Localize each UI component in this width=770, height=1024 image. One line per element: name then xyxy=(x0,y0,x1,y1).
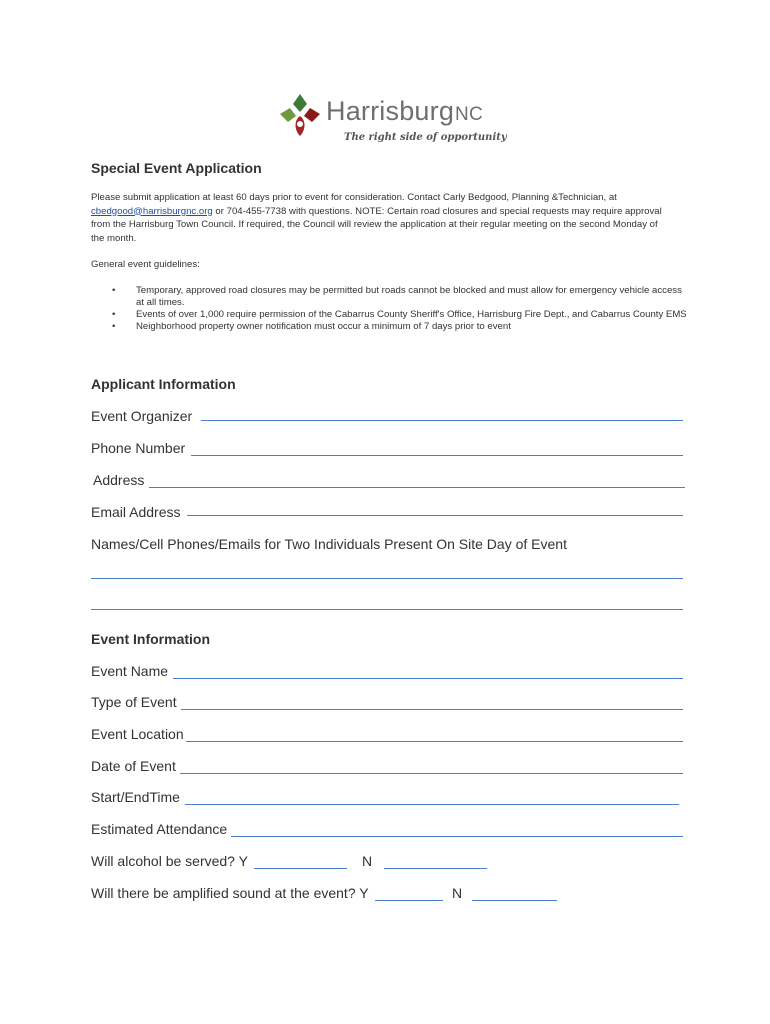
email-address-label: Email Address xyxy=(91,504,181,520)
event-location-label: Event Location xyxy=(91,726,184,742)
event-organizer-line[interactable] xyxy=(201,420,683,421)
address-line[interactable] xyxy=(149,487,685,488)
harrisburg-logo xyxy=(276,92,506,152)
start-end-time-label: Start/EndTime xyxy=(91,789,180,805)
amplified-sound-no-label: N xyxy=(452,885,463,901)
event-name-line[interactable] xyxy=(173,678,683,679)
event-organizer-label: Event Organizer xyxy=(91,408,193,424)
start-end-time-field[interactable] xyxy=(91,789,679,809)
list-item xyxy=(112,309,692,321)
onsite-contacts-line-2[interactable] xyxy=(91,609,683,610)
bullet-icon: • xyxy=(112,285,116,296)
brand-name-text: Harrisburg xyxy=(326,96,455,126)
email-address-line[interactable] xyxy=(187,515,683,516)
onsite-contacts-line-1[interactable] xyxy=(91,578,683,579)
alcohol-label: Will alcohol be served? Y xyxy=(91,853,248,869)
email-address-field[interactable] xyxy=(91,504,683,524)
event-date-field[interactable] xyxy=(91,758,683,778)
event-organizer-field[interactable] xyxy=(91,408,683,428)
brand-name xyxy=(326,96,483,127)
event-date-line[interactable] xyxy=(180,773,683,774)
guideline-text: Events of over 1,000 require permission of the Cabarrus County Sheriff's Office, Harrisburg Fire Dept., and Cabarrus County EMS xyxy=(136,309,687,320)
estimated-attendance-label: Estimated Attendance xyxy=(91,821,228,837)
bullet-icon: • xyxy=(112,321,116,332)
alcohol-no-line[interactable] xyxy=(384,868,487,869)
event-name-label: Event Name xyxy=(91,663,169,679)
amplified-sound-label: Will there be amplified sound at the event? Y xyxy=(91,885,369,901)
phone-number-label: Phone Number xyxy=(91,440,186,456)
event-type-line[interactable] xyxy=(181,709,683,710)
brand-suffix: NC xyxy=(455,104,483,125)
onsite-contacts-label: Names/Cell Phones/Emails for Two Individuals Present On Site Day of Event xyxy=(91,536,567,552)
alcohol-yes-line[interactable] xyxy=(254,868,347,869)
alcohol-field xyxy=(91,853,491,873)
onsite-contacts-field xyxy=(91,536,683,556)
estimated-attendance-field[interactable] xyxy=(91,821,683,841)
bullet-icon: • xyxy=(112,309,116,320)
event-name-field[interactable] xyxy=(91,663,683,683)
estimated-attendance-line[interactable] xyxy=(231,836,683,837)
alcohol-no-label: N xyxy=(362,853,373,869)
brand-tagline: The right side of opportunity xyxy=(344,132,507,143)
phone-number-field[interactable] xyxy=(91,440,683,460)
list-item xyxy=(112,285,692,309)
guideline-text: Neighborhood property owner notification must occur a minimum of 7 days prior to event xyxy=(136,321,511,332)
amplified-sound-no-line[interactable] xyxy=(472,900,557,901)
list-item xyxy=(112,321,692,333)
amplified-sound-yes-line[interactable] xyxy=(375,900,443,901)
address-label: Address xyxy=(93,472,145,488)
start-end-time-line[interactable] xyxy=(185,804,679,805)
event-location-line[interactable] xyxy=(186,741,683,742)
page-title: Special Event Application xyxy=(91,160,262,176)
guideline-text: Temporary, approved road closures may be permitted but roads cannot be blocked and must allow for emergency vehicle access at all times. xyxy=(136,285,682,308)
event-type-label: Type of Event xyxy=(91,694,177,710)
intro-text-1: Please submit application at least 60 days prior to event for consideration. Contact Carly Bedgood, Planning &Technician, at xyxy=(91,192,617,203)
guidelines-label: General event guidelines: xyxy=(91,259,200,270)
address-field[interactable] xyxy=(91,472,685,492)
phone-number-line[interactable] xyxy=(191,455,683,456)
event-section-heading: Event Information xyxy=(91,631,211,647)
applicant-section-heading: Applicant Information xyxy=(91,376,236,392)
intro-paragraph xyxy=(91,191,671,245)
event-location-field[interactable] xyxy=(91,726,683,746)
contact-email-link[interactable]: cbedgood@harrisburgnc.org xyxy=(91,205,213,217)
intro-text-2: or 704-455-7738 with questions. NOTE: Certain road closures and special requests may require approval from the Harrisburg Town Council. If required, the Council will review the application at their regular meeting on the second Monday of the month. xyxy=(91,205,662,244)
event-type-field[interactable] xyxy=(91,694,683,714)
amplified-sound-field xyxy=(91,885,561,905)
event-date-label: Date of Event xyxy=(91,758,176,774)
guidelines-list xyxy=(112,285,692,333)
harrisburg-logo-mark-icon xyxy=(276,92,324,140)
